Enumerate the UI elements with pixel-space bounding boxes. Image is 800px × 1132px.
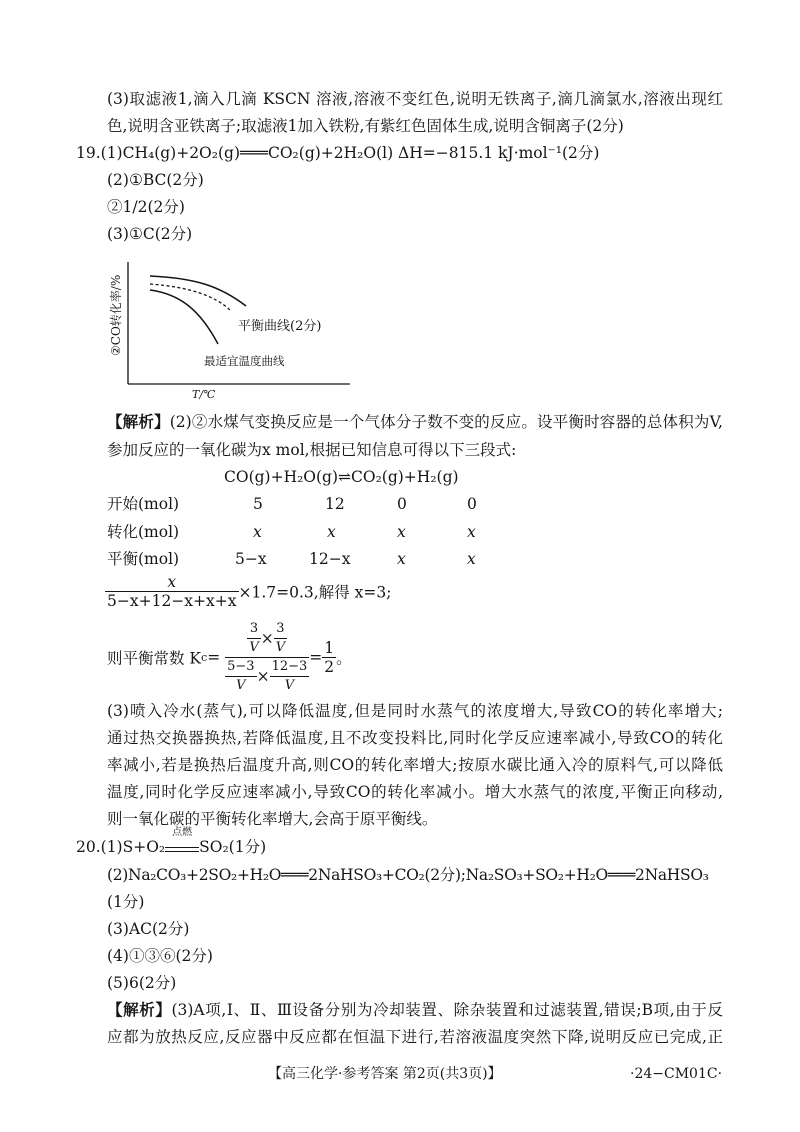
question-20-part-3: (3)AC(2分) (107, 920, 190, 938)
question-20-part-2: (2)Na₂CO₃+2SO₂+H₂O═══2NaHSO₃+CO₂(2分);Na₂SO₃+SO₂+H₂O═══2NaHSO₃ (107, 866, 709, 884)
paragraph-line-5: 则一氧化碳的平衡转化率增大,会高于原平衡线。 (107, 810, 438, 828)
analysis-20-line-2: 应都为放热反应,反应器中反应都在恒温下进行,若溶液温度突然下降,说明反应已完成,正 (107, 1028, 723, 1046)
answer-line-1: (3)取滤液1,滴入几滴 KSCN 溶液,溶液不变红色,说明无铁离子,滴几滴氯水,溶液出现红 (107, 90, 723, 108)
equilibrium-curve-label: 平衡曲线(2分) (238, 319, 322, 334)
answer-line-2: 色,说明含亚铁离子;取滤液1加入铁粉,有紫红色固体生成,说明含铜离子(2分) (107, 117, 624, 135)
figure-x-label: T/℃ (192, 388, 216, 401)
question-19-part-1: 19.(1)CH₄(g)+2O₂(g)═══CO₂(g)+2H₂O(l) ΔH=−815.1 kJ·mol⁻¹(2分) (76, 144, 600, 162)
question-20-part-5: (5)6(2分) (107, 974, 177, 992)
analysis-20-tag: 【解析】 (107, 1000, 172, 1019)
conversion-equation: $\frac{x}{5-x+12-x+x+x}$ ×1.7=0.3,解得 x=3; (107, 573, 392, 610)
equilibrium-constant-equation: 则平衡常数 Kc= $\frac{3}{V}$ × $\frac{3}{V}$ $\frac{5-3}{V}$ × $\frac{12-3}{V}$ = $\frac{1}{2}$ 。 (107, 621, 352, 693)
reaction-equation: CO(g)+H₂O(g)⇌CO₂(g)+H₂(g) (224, 468, 459, 486)
paragraph-line-2: 通过热交换器换热,若降低温度,且不改变投料比,同时化学反应速率减小,导致CO的转化 (107, 729, 723, 747)
optimal-temperature-curve (150, 290, 218, 344)
optimal-curve-label: 最适宜温度曲线 (204, 354, 285, 368)
analysis-line-2: 参加反应的一氧化碳为x mol,根据已知信息可得以下三段式: (107, 441, 517, 459)
conversion-temperature-figure (100, 252, 360, 402)
question-20-part-1: 20.(1)S+O₂ 点燃 SO₂(1分) (76, 827, 267, 856)
question-20-part-2-score: (1分) (107, 893, 145, 911)
analysis-20-line-1: 【解析】(3)A项,Ⅰ、Ⅱ、Ⅲ设备分别为冷却装置、除杂装置和过滤装置,错误;B项,由于反 (107, 1000, 723, 1019)
page-footer: 【高三化学·参考答案 第2页(共3页)】 (268, 1066, 502, 1082)
figure-y-label: ②CO转化率/% (109, 274, 123, 356)
analysis-line-1: 【解析】(2)②水煤气变换反应是一个气体分子数不变的反应。设平衡时容器的总体积为V, (107, 412, 723, 431)
question-20-part-4: (4)①③⑥(2分) (107, 947, 213, 965)
analysis-tag: 【解析】 (107, 412, 170, 431)
paragraph-line-3: 率减小,若是换热后温度升高,则CO的转化率增大;按原水碳比通入冷的原料气,可以降低 (107, 756, 723, 774)
paragraph-line-1: (3)喷入冷水(蒸气),可以降低温度,但是同时水蒸气的浓度增大,导致CO的转化率增大; (107, 702, 723, 720)
upper-curve (150, 276, 246, 306)
question-19-part-3-1: (3)①C(2分) (107, 225, 193, 243)
paragraph-line-4: 温度,同时化学反应速率减小,导致CO的转化率减小。增大水蒸气的浓度,平衡正向移动, (107, 783, 723, 801)
question-19-part-2-1: (2)①BC(2分) (107, 171, 204, 189)
question-19-part-2-2: ②1/2(2分) (107, 198, 185, 216)
page-code: ·24−CM01C· (630, 1066, 723, 1082)
